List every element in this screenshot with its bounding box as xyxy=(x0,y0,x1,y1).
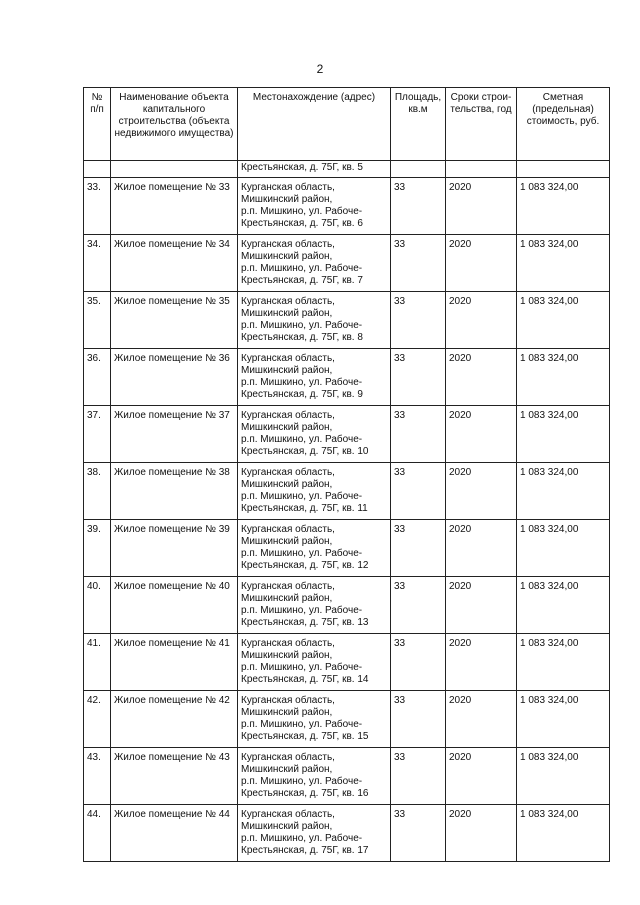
cell-cost: 1 083 324,00 xyxy=(517,235,610,292)
cell-address xyxy=(238,178,391,235)
cell-cost: 1 083 324,00 xyxy=(517,634,610,691)
table-row xyxy=(84,349,610,406)
cell-term: 2020 xyxy=(446,634,517,691)
cell-area xyxy=(391,161,446,178)
cell-num: 38. xyxy=(84,463,111,520)
address-line: р.п. Мишкино, ул. Рабоче- xyxy=(241,320,363,331)
header-address: Местонахождение (адрес) xyxy=(238,88,391,161)
cell-name: Жилое помещение № 36 xyxy=(111,349,238,406)
address-line: Курганская область, xyxy=(241,638,335,649)
header-name: Наименование объекта капитального строительства (объекта недвижимого имущества) xyxy=(111,88,238,161)
cell-num: 42. xyxy=(84,691,111,748)
cell-cost: 1 083 324,00 xyxy=(517,178,610,235)
address-line: Курганская область, xyxy=(241,410,335,421)
table-row xyxy=(84,406,610,463)
address-line: р.п. Мишкино, ул. Рабоче- xyxy=(241,662,363,673)
address-line: Курганская область, xyxy=(241,524,335,535)
cell-name: Жилое помещение № 34 xyxy=(111,235,238,292)
address-line: Крестьянская, д. 75Г, кв. 7 xyxy=(241,275,363,286)
cell-area: 33 xyxy=(391,805,446,862)
table-row xyxy=(84,178,610,235)
cell-address xyxy=(238,805,391,862)
continuation-row xyxy=(84,161,610,178)
address-line: Крестьянская, д. 75Г, кв. 16 xyxy=(241,788,369,799)
cell-num: 36. xyxy=(84,349,111,406)
cell-cost: 1 083 324,00 xyxy=(517,805,610,862)
cell-name: Жилое помещение № 37 xyxy=(111,406,238,463)
cell-name: Жилое помещение № 35 xyxy=(111,292,238,349)
address-line: Курганская область, xyxy=(241,581,335,592)
address-line: Курганская область, xyxy=(241,239,335,250)
cell-address xyxy=(238,349,391,406)
address-line: Мишкинский район, xyxy=(241,422,333,433)
address-line: р.п. Мишкино, ул. Рабоче- xyxy=(241,605,363,616)
cell-address xyxy=(238,520,391,577)
cell-area: 33 xyxy=(391,577,446,634)
cell-cost: 1 083 324,00 xyxy=(517,349,610,406)
cell-num: 39. xyxy=(84,520,111,577)
cell-term: 2020 xyxy=(446,349,517,406)
objects-table xyxy=(83,87,610,862)
cell-cost xyxy=(517,161,610,178)
address-line: Крестьянская, д. 75Г, кв. 15 xyxy=(241,731,369,742)
cell-term: 2020 xyxy=(446,691,517,748)
cell-area: 33 xyxy=(391,691,446,748)
table-row xyxy=(84,292,610,349)
cell-address xyxy=(238,577,391,634)
table-row xyxy=(84,463,610,520)
page-number: 2 xyxy=(316,62,324,76)
cell-address xyxy=(238,235,391,292)
cell-cost: 1 083 324,00 xyxy=(517,691,610,748)
cell-cost: 1 083 324,00 xyxy=(517,463,610,520)
cell-name: Жилое помещение № 41 xyxy=(111,634,238,691)
cell-area: 33 xyxy=(391,349,446,406)
cell-term: 2020 xyxy=(446,805,517,862)
cell-area: 33 xyxy=(391,520,446,577)
cell-term: 2020 xyxy=(446,292,517,349)
cell-cost: 1 083 324,00 xyxy=(517,406,610,463)
cell-term: 2020 xyxy=(446,178,517,235)
cell-address xyxy=(238,406,391,463)
cell-num: 44. xyxy=(84,805,111,862)
cell-name: Жилое помещение № 42 xyxy=(111,691,238,748)
address-line: Курганская область, xyxy=(241,695,335,706)
table-row xyxy=(84,634,610,691)
address-line: Мишкинский район, xyxy=(241,593,333,604)
address-line: Мишкинский район, xyxy=(241,479,333,490)
address-line: р.п. Мишкино, ул. Рабоче- xyxy=(241,263,363,274)
table-row xyxy=(84,748,610,805)
address-line: Крестьянская, д. 75Г, кв. 9 xyxy=(241,389,363,400)
table-row xyxy=(84,577,610,634)
cell-term xyxy=(446,161,517,178)
cell-area: 33 xyxy=(391,178,446,235)
address-line: Крестьянская, д. 75Г, кв. 17 xyxy=(241,845,369,856)
cell-address xyxy=(238,292,391,349)
address-line: Мишкинский район, xyxy=(241,821,333,832)
address-line: Курганская область, xyxy=(241,182,335,193)
cell-num xyxy=(84,161,111,178)
address-line: Курганская область, xyxy=(241,353,335,364)
cell-address xyxy=(238,634,391,691)
table-row xyxy=(84,520,610,577)
cell-area: 33 xyxy=(391,235,446,292)
cell-num: 33. xyxy=(84,178,111,235)
cell-cost: 1 083 324,00 xyxy=(517,520,610,577)
cell-name: Жилое помещение № 43 xyxy=(111,748,238,805)
cell-area: 33 xyxy=(391,292,446,349)
cell-cost: 1 083 324,00 xyxy=(517,577,610,634)
cell-term: 2020 xyxy=(446,463,517,520)
address-line: Мишкинский район, xyxy=(241,764,333,775)
cell-name: Жилое помещение № 39 xyxy=(111,520,238,577)
cell-name: Жилое помещение № 38 xyxy=(111,463,238,520)
cell-area: 33 xyxy=(391,463,446,520)
cell-term: 2020 xyxy=(446,577,517,634)
cell-num: 37. xyxy=(84,406,111,463)
cell-area: 33 xyxy=(391,748,446,805)
address-line: Крестьянская, д. 75Г, кв. 10 xyxy=(241,446,369,457)
table-row xyxy=(84,235,610,292)
cell-name: Жилое помещение № 44 xyxy=(111,805,238,862)
cell-area: 33 xyxy=(391,634,446,691)
address-line: Курганская область, xyxy=(241,296,335,307)
cell-num: 35. xyxy=(84,292,111,349)
address-line: Курганская область, xyxy=(241,809,335,820)
address-line: Крестьянская, д. 75Г, кв. 6 xyxy=(241,218,363,229)
address-line: р.п. Мишкино, ул. Рабоче- xyxy=(241,206,363,217)
table-row xyxy=(84,691,610,748)
cell-cost: 1 083 324,00 xyxy=(517,292,610,349)
address-line: Крестьянская, д. 75Г, кв. 11 xyxy=(241,503,368,514)
address-line: Мишкинский район, xyxy=(241,251,333,262)
address-line: Крестьянская, д. 75Г, кв. 12 xyxy=(241,560,369,571)
address-line: Мишкинский район, xyxy=(241,308,333,319)
cell-address xyxy=(238,463,391,520)
cell-name xyxy=(111,161,238,178)
cell-area: 33 xyxy=(391,406,446,463)
header-num: № п/п xyxy=(84,88,111,161)
address-line: Мишкинский район, xyxy=(241,365,333,376)
address-line: Курганская область, xyxy=(241,752,335,763)
cell-term: 2020 xyxy=(446,748,517,805)
address-line: Курганская область, xyxy=(241,467,335,478)
address-line: р.п. Мишкино, ул. Рабоче- xyxy=(241,776,363,787)
cell-term: 2020 xyxy=(446,235,517,292)
address-line: р.п. Мишкино, ул. Рабоче- xyxy=(241,719,363,730)
cell-num: 34. xyxy=(84,235,111,292)
address-line: Мишкинский район, xyxy=(241,194,333,205)
address-line: Крестьянская, д. 75Г, кв. 14 xyxy=(241,674,369,685)
address-line: Мишкинский район, xyxy=(241,707,333,718)
cell-address xyxy=(238,748,391,805)
address-line: Крестьянская, д. 75Г, кв. 13 xyxy=(241,617,369,628)
cell-cost: 1 083 324,00 xyxy=(517,748,610,805)
address-line: р.п. Мишкино, ул. Рабоче- xyxy=(241,833,363,844)
cell-name: Жилое помещение № 33 xyxy=(111,178,238,235)
address-line: р.п. Мишкино, ул. Рабоче- xyxy=(241,548,363,559)
address-line: р.п. Мишкино, ул. Рабоче- xyxy=(241,377,363,388)
address-line: Мишкинский район, xyxy=(241,650,333,661)
cell-num: 41. xyxy=(84,634,111,691)
address-line: р.п. Мишкино, ул. Рабоче- xyxy=(241,434,363,445)
address-line: Мишкинский район, xyxy=(241,536,333,547)
cell-num: 40. xyxy=(84,577,111,634)
cell-num: 43. xyxy=(84,748,111,805)
cell-address: Крестьянская, д. 75Г, кв. 5 xyxy=(238,161,391,178)
header-term: Сроки строи-тельства, год xyxy=(446,88,517,161)
cell-term: 2020 xyxy=(446,520,517,577)
address-line: р.п. Мишкино, ул. Рабоче- xyxy=(241,491,363,502)
cell-name: Жилое помещение № 40 xyxy=(111,577,238,634)
cell-term: 2020 xyxy=(446,406,517,463)
table-header-row xyxy=(84,88,610,161)
table-row xyxy=(84,805,610,862)
address-line: Крестьянская, д. 75Г, кв. 8 xyxy=(241,332,363,343)
header-cost: Сметная (предельная) стоимость, руб. xyxy=(517,88,610,161)
header-area: Площадь, кв.м xyxy=(391,88,446,161)
cell-address xyxy=(238,691,391,748)
